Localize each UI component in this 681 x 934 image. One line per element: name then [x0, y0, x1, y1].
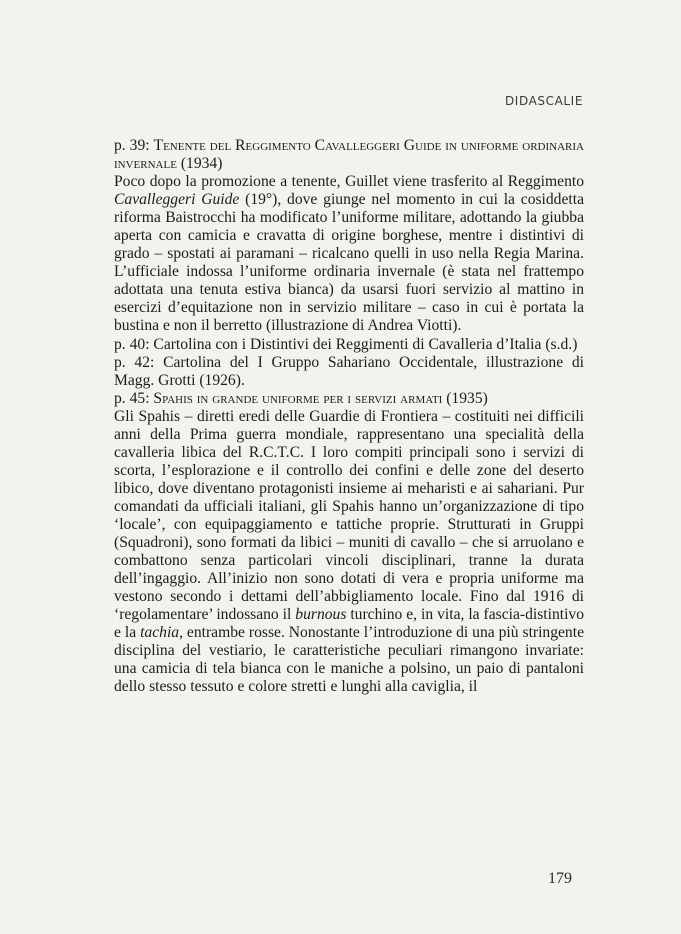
caption-entry-p42 — [114, 354, 584, 390]
caption-page-ref: p. 45: — [114, 389, 154, 407]
caption-title: Tenente del Reggimento Cavalleggeri Guide in uniforme ordinaria invernale — [114, 137, 584, 173]
caption-page-ref: p. 39: — [114, 137, 154, 154]
caption-body-italic: Cavalleggeri Guide — [114, 191, 240, 209]
captions-text-block — [114, 137, 584, 696]
caption-line: p. 42: Cartolina del I Gruppo Sahariano Occidentale, illustrazione di Magg. Grotti (1926). — [114, 353, 584, 389]
caption-entry-p39 — [114, 137, 584, 336]
caption-body-italic: burnous — [295, 606, 347, 624]
caption-body-text: , entrambe rosse. Nonostante l’introduzione di una più stringente disciplina del vestiario, le caratteristiche peculiari rimangono invariate: una camicia di tela bianca con le maniche a polsino, un paio di pantaloni dello stesso tessuto e colore stretti e lunghi alla caviglia, il — [114, 624, 584, 696]
caption-body — [114, 408, 584, 697]
caption-entry-p45 — [114, 390, 584, 697]
page-number: 179 — [548, 870, 572, 887]
caption-year: (1935) — [442, 389, 488, 407]
caption-body-italic: tachia — [140, 624, 180, 642]
caption-body — [114, 173, 584, 335]
caption-heading — [114, 137, 584, 173]
caption-title: Spahis in grande uniforme per i servizi armati — [153, 389, 443, 407]
caption-body-text: Gli Spahis – diretti eredi delle Guardie di Frontiera – costituiti nei difficili anni della Prima guerra mondiale, rappresentano una specialità della cavalleria libica del R.C.T.C. I loro compiti principali sono i servizi di scorta, l’esplorazione e il controllo dei confini e delle zone del deserto libico, dove diventano protagonisti insieme ai meharisti e ai sahariani. Pur comandati da ufficiali italiani, gli Spahis hanno un’organizzazione di tipo ‘locale’, con equipaggiamento e tattiche proprie. Strutturati in Gruppi (Squadroni), sono formati da libici – muniti di cavallo – che si arruolano e combattono senza particolari vincoli disciplinari, tranne la durata dell’ingaggio. All’inizio non sono dotati di vera e propria uniforme ma vestono secondo i dettami dell’abbigliamento locale. Fino dal 1916 di ‘regolamentare’ indossano il — [114, 407, 584, 624]
running-head: DIDASCALIE — [504, 94, 583, 108]
caption-heading — [114, 390, 584, 408]
caption-year: (1934) — [176, 155, 223, 173]
caption-body-text: turchino e, in vita, la fascia-distintivo e la — [114, 606, 584, 642]
caption-body-text: (19°), dove giunge nel momento in cui la cosiddetta riforma Baistrocchi ha modificato l’uniforme militare, adottando la giubba aperta con camicia e cravatta di origine borghese, mentre i distintivi di grado – spostati ai paramani – ricalcano quelli in uso nella Regia Marina. L’ufficiale indossa l’uniforme ordinaria invernale (è stata nel frattempo adottata una tenuta estiva bianca) da usarsi fuori servizio al mattino in esercizi d’equitazione non in servizio militare – caso in cui è portata la bustina e non il berretto (illustrazione di Andrea Viotti). — [114, 191, 584, 335]
caption-line: p. 40: Cartolina con i Distintivi dei Reggimenti di Cavalleria d’Italia (s.d.) — [114, 335, 578, 353]
caption-entry-p40 — [114, 336, 584, 354]
caption-body-text: Poco dopo la promozione a tenente, Guillet viene trasferito al Reggimento — [114, 173, 584, 191]
